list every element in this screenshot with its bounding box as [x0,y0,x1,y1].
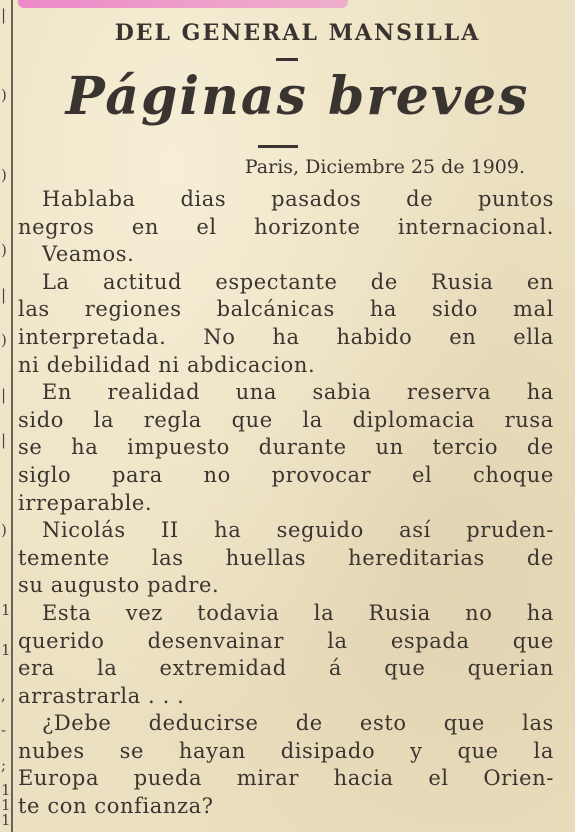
margin-fragment: ; [1,756,7,774]
word: pruden- [466,518,554,543]
margin-fragment: 1 [1,811,11,829]
word: que [512,628,554,653]
ornament-dash-top [276,58,298,61]
word: mal [512,297,554,322]
word: ha [526,600,554,625]
line-text: arrastrarla . . . [18,683,185,708]
word: á [328,656,343,681]
word: puntos [478,187,554,211]
kicker-heading: DEL GENERAL MANSILLA [114,20,481,46]
margin-fragment: - [1,721,7,739]
text-line [18,186,554,214]
text-line [18,296,554,324]
text-line [18,517,554,545]
word: querido [18,628,105,653]
word: regiones [84,297,182,322]
word: durante [258,435,347,460]
word: horizonte [254,214,361,239]
word: disipado [280,738,376,763]
word: reserva [406,380,492,405]
word: habido [336,324,413,349]
word: en [449,324,477,349]
article-title: Páginas breves [65,66,530,127]
word: ha [214,518,242,543]
word: no [203,462,231,487]
word: deducirse [148,711,259,736]
adjacent-column-fragments [0,0,10,832]
text-line [18,407,554,435]
word: Rusia [368,600,431,625]
word: Orien- [483,766,554,791]
word: tercio [432,435,499,460]
word: extremidad [159,656,287,681]
article-body [18,186,554,821]
word: negros [18,214,95,239]
text-line [18,655,554,683]
word: en [131,214,159,239]
word: balcánicas [216,297,335,322]
line-text: Veamos. [42,242,135,267]
margin-fragment: 1 [1,601,11,619]
ornament-dash-bottom [258,145,298,148]
word: seguido [276,518,364,543]
word: en [526,269,554,294]
word: Hablaba [42,187,136,211]
word: Europa [18,766,100,791]
line-text: ni debilidad ni abdicacion. [18,352,316,377]
text-line [18,324,554,352]
word: espectante [215,269,338,294]
word: ha [369,297,398,322]
word: el [411,462,433,487]
word: era [18,656,55,681]
text-line [18,462,554,490]
word: ¿Debe [42,711,112,736]
word: de [295,711,323,736]
word: desenvainar [147,628,285,653]
word: ella [513,324,554,349]
word: de [406,187,434,211]
word: todavia [197,600,280,625]
text-line [18,490,554,518]
word: la [313,600,335,625]
word: el [196,214,217,239]
word: rusa [504,407,554,432]
text-line [18,545,554,573]
word: el [428,766,449,791]
word: sido [18,407,64,432]
word: hayan [178,738,246,763]
word: Rusia [431,269,494,294]
word: de [526,435,554,460]
word: dias [180,187,227,211]
word: espada [390,628,470,653]
margin-fragment: | [1,431,7,449]
word: Nicolás [42,518,126,543]
text-line [18,214,554,242]
word: de [526,545,554,570]
word: así [399,518,431,543]
margin-fragment: ) [1,331,7,349]
margin-fragment: ) [1,166,7,184]
margin-fragment: | [1,386,7,404]
line-text: te con confianza? [18,794,214,819]
column-rule [11,0,13,832]
word: sido [432,297,479,322]
word: II [161,518,179,543]
word: hereditarias [348,545,485,570]
margin-fragment: | [1,286,7,304]
word: que [384,656,426,681]
word: regla [143,407,202,432]
word: la [533,738,554,763]
word: internacional. [397,214,554,239]
word: no [465,600,493,625]
word: la [327,628,348,653]
margin-fragment: | [1,6,7,24]
dateline: Paris, Diciembre 25 de 1909. [244,156,525,178]
text-line [18,241,554,269]
word: la [302,407,323,432]
word: temente [18,545,110,570]
word: una [235,380,277,405]
word: ha [272,324,300,349]
margin-fragment: ) [1,86,7,104]
text-line [18,683,554,711]
word: que [443,711,485,736]
text-line [18,434,554,462]
margin-fragment: ) [1,521,7,539]
word: las [18,297,50,322]
word: se [18,435,43,460]
word: de [370,269,398,294]
text-line [18,793,554,821]
text-line [18,379,554,407]
word: impuesto [127,435,230,460]
text-line [18,352,554,380]
word: interpretada. [18,324,167,349]
word: sabia [312,380,372,405]
word: las [522,711,554,736]
word: nubes [18,738,85,763]
word: las [151,545,184,570]
word: para [111,462,163,487]
word: esto [359,711,407,736]
text-line [18,600,554,628]
word: En [42,380,73,405]
word: que [231,407,273,432]
margin-fragment: 1 [1,796,11,814]
word: se [119,738,144,763]
word: la [96,656,118,681]
word: choque [473,462,554,487]
line-text: irreparable. [18,490,153,515]
margin-fragment: 1 [1,641,11,659]
word: la [93,407,115,432]
word: pueda [133,766,203,791]
word: No [203,324,236,349]
text-line [18,572,554,600]
text-line [18,269,554,297]
word: La [42,269,70,294]
text-line [18,765,554,793]
word: mirar [236,766,299,791]
highlighter-streak [18,0,348,8]
word: Esta [42,600,92,625]
word: que [457,738,499,763]
text-line [18,738,554,766]
word: vez [125,600,163,625]
word: diplomacia [352,407,475,432]
word: huellas [225,545,307,570]
word: pasados [271,187,362,211]
word: y [410,738,423,763]
word: siglo [18,462,72,487]
margin-fragment: 1 [1,781,11,799]
word: querian [467,656,554,681]
word: un [375,435,404,460]
word: hacia [333,766,394,791]
word: ha [526,380,554,405]
margin-fragment: ) [1,241,7,259]
word: ha [71,435,99,460]
line-text: su augusto padre. [18,573,220,598]
word: actitud [102,269,183,294]
margin-fragment: , [1,686,6,704]
word: realidad [107,380,201,405]
text-line [18,628,554,656]
word: provocar [271,462,372,487]
text-line [18,710,554,738]
